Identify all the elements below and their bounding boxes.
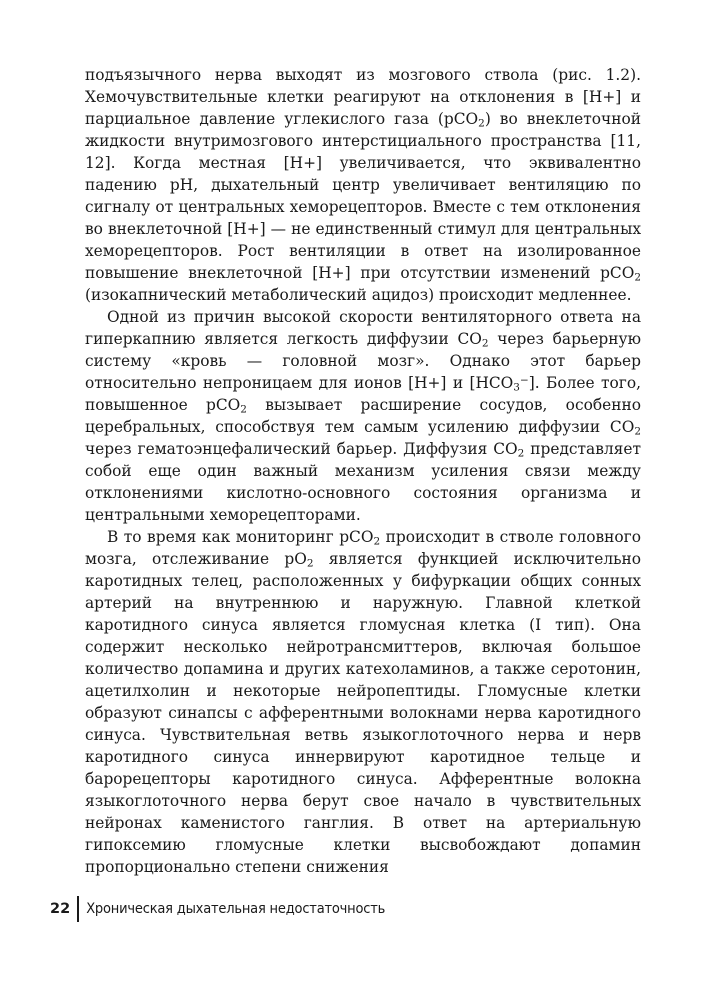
running-title: Хроническая дыхательная недостаточность: [86, 901, 386, 917]
text-run: через барьерную систему «кровь — головной мозг». Однако этот барьер относительно непроницаем для ионов [H+] и [HCO: [85, 330, 641, 392]
text-run: вызывает расширение сосудов, особенно церебральных, способствуя тем самым усилению диффузии CO: [85, 396, 641, 436]
text-run: ) во внеклеточной жидкости внутримозгового интерстициального пространства [11, 12]. Когда местная [H+] увеличивается, что эквивалентно падению pH, дыхательный центр увеличивает вентиляцию по сигналу от центральных хеморецепторов. Вместе с тем отклонения во внеклеточной [H+] — не единственный стимул для центральных хеморецепторов. Рост вентиляции в ответ на изолированное повышение внеклеточной [H+] при отсутствии изменений pCO: [85, 110, 642, 282]
subscript: 2: [240, 403, 247, 416]
page-number: 22: [50, 901, 71, 917]
footer-divider: [77, 896, 79, 922]
text-run: подъязычного нерва выходят из мозгового ствола (рис. 1.2). Хемочувствительные клетки реагируют на отклонения в [H+] и парциальное давление углекислого газа (pCO: [85, 66, 641, 128]
text-run: Одной из причин высокой скорости вентиляторного ответа на гиперкапнию является легкость диффузии CO: [85, 308, 641, 348]
text-run: происходит в стволе головного мозга, отслеживание pO: [85, 528, 641, 568]
subscript: 2: [306, 557, 314, 570]
text-run: В то время как мониторинг pCO: [107, 528, 374, 546]
paragraph-2: [85, 306, 641, 526]
page-footer: [50, 897, 385, 921]
paragraph-1: [85, 64, 641, 306]
text-run: является функцией исключительно каротидных телец, расположенных у бифуркации общих сонных артерий на внутреннюю и наружную. Главной клеткой каротидного синуса является гломусная клетка (I тип). Она содержит несколько нейротрансмиттеров, включая большое количество допамина и других катехоламинов, а также серотонин, ацетилхолин и некоторые нейропептиды. Гломусные клетки образуют синапсы с афферентными волокнами нерва каротидного синуса. Чувствительная ветвь языкоглоточного нерва и нерв каротидного синуса иннервируют каротидное тельце и барорецепторы каротидного синуса. Афферентные волокна языкоглоточного нерва берут свое начало в чувствительных нейронах каменистого ганглия. В ответ на артериальную гипоксемию гломусные клетки высвобождают допамин пропорционально степени снижения: [85, 550, 642, 876]
subscript: 2: [481, 337, 489, 350]
paragraph-3: [85, 526, 641, 878]
subscript: 2: [634, 425, 641, 438]
text-run: ]. Более того, повышенное pCO: [85, 374, 641, 414]
subscript: 2: [478, 117, 485, 130]
body-text: [85, 64, 641, 878]
text-run: через гематоэнцефалический барьер. Диффузия CO: [85, 440, 518, 458]
subscript: 2: [373, 535, 381, 548]
subscript: 3: [513, 381, 520, 394]
text-run: представляет собой еще один важный механизм усиления связи между отклонениями кислотно-основного состояния организма и центральными хеморецепторами.: [85, 440, 642, 524]
subscript: 2: [634, 271, 641, 284]
superscript: −: [519, 374, 529, 387]
text-run: (изокапнический метаболический ацидоз) происходит медленнее.: [85, 286, 632, 304]
subscript: 2: [517, 447, 525, 460]
